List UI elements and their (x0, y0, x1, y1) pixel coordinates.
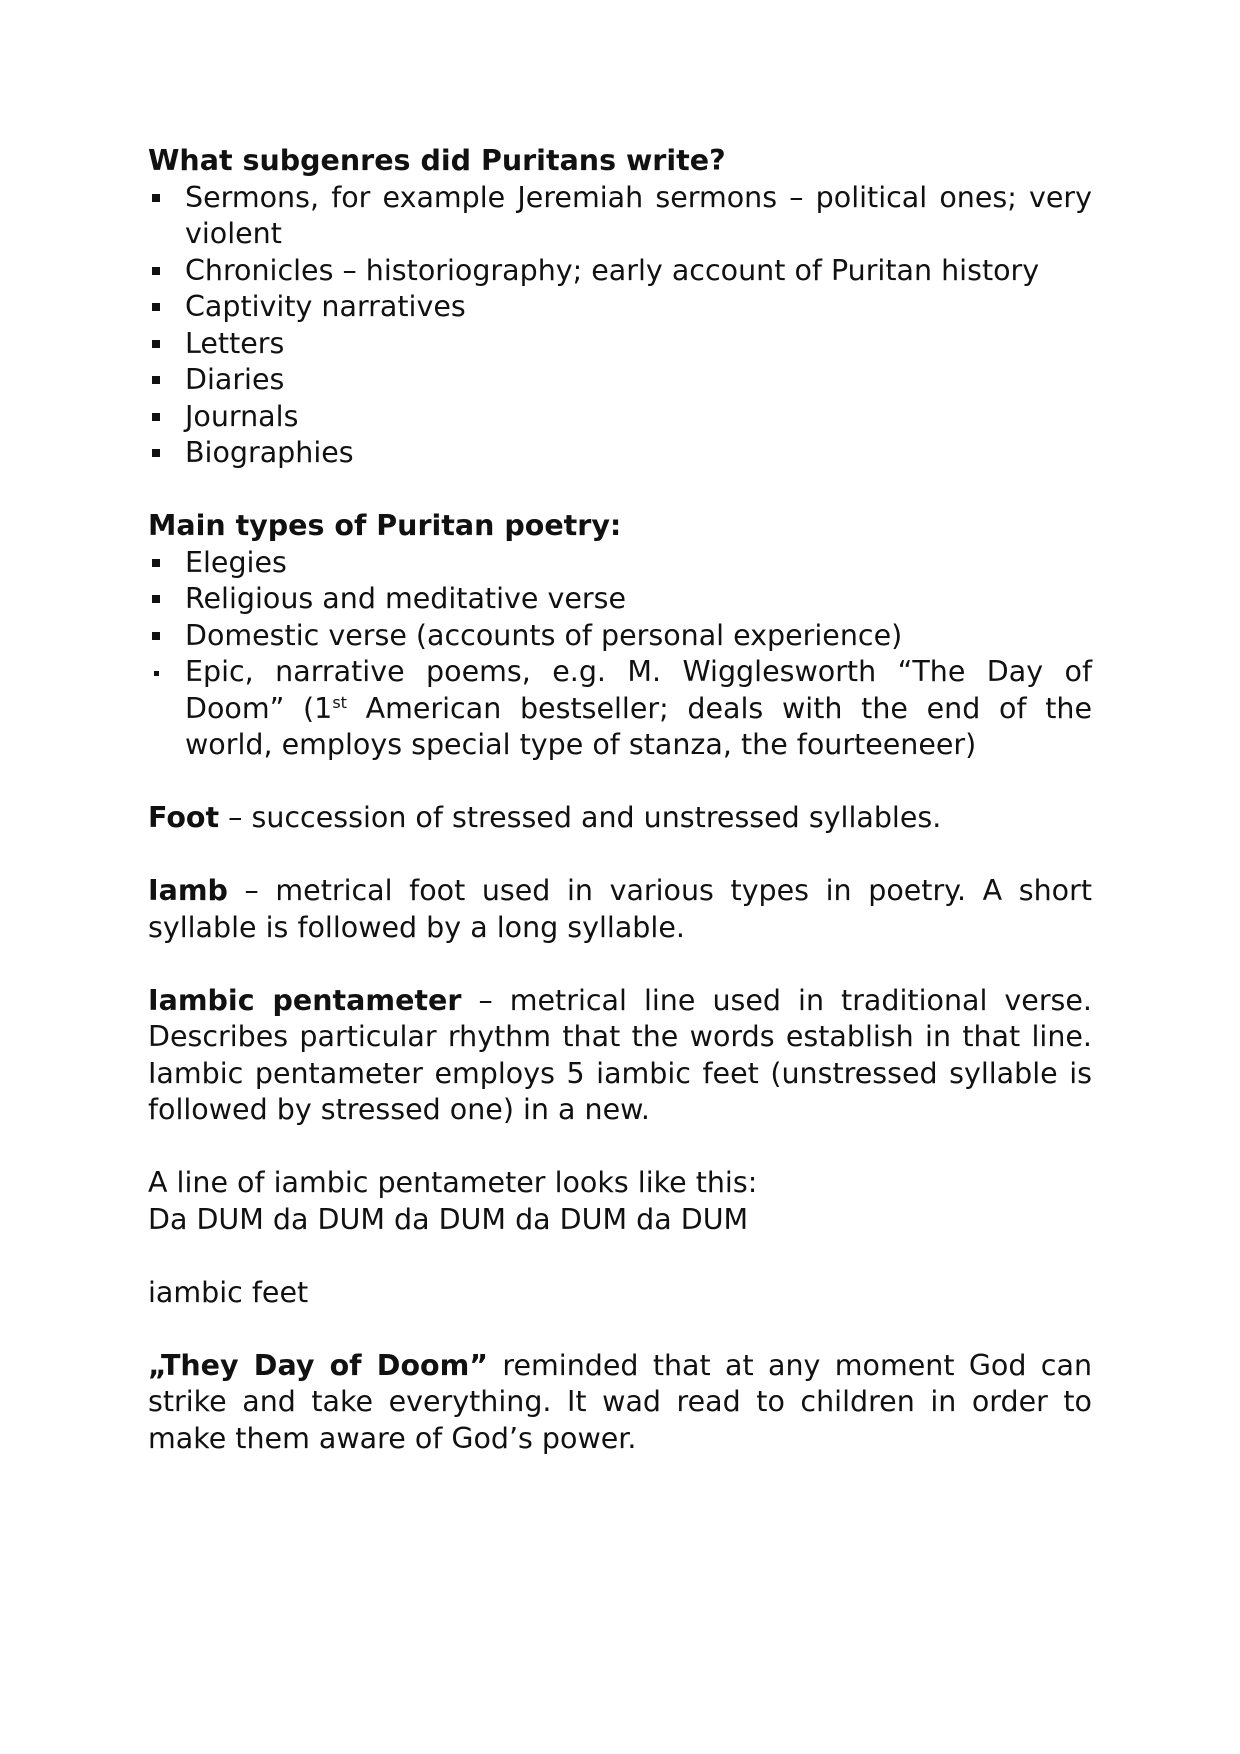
iamb-definition: Iamb – metrical foot used in various types in poetry. A short syllable is followed by a long syllable. (148, 874, 1092, 944)
subgenres-heading: What subgenres did Puritans write? (148, 144, 726, 177)
square-bullet-icon (152, 413, 160, 421)
spacer (148, 837, 1092, 874)
iamb-term: Iamb (148, 874, 228, 907)
square-bullet-icon (152, 303, 160, 311)
list-item: Religious and meditative verse (148, 581, 1092, 618)
day-of-doom-title: „They Day of Doom” (148, 1348, 489, 1382)
list-item: Chronicles – historiography; early account of Puritan history (148, 253, 1092, 290)
square-bullet-icon (152, 376, 160, 384)
square-bullet-icon (152, 340, 160, 348)
iambic-pentameter-term: Iambic pentameter (148, 983, 462, 1017)
spacer (148, 1238, 1092, 1275)
list-item: Biographies (148, 435, 1092, 472)
list-item: Letters (148, 326, 1092, 363)
list-item: Elegies (148, 545, 1092, 582)
spacer (148, 472, 1092, 509)
spacer (148, 946, 1092, 983)
spacer (148, 1311, 1092, 1348)
list-item: Sermons, for example Jeremiah sermons – political ones; very violent (148, 180, 1092, 253)
square-bullet-icon (152, 449, 160, 457)
poetry-list (148, 545, 1092, 764)
square-bullet-icon (152, 632, 160, 640)
subgenres-list (148, 180, 1092, 472)
spacer (148, 764, 1092, 801)
list-item-epic: Epic, narrative poems, e.g. M. Wigglesworth “The Day of Doom” (1st American bestseller; deals with the end of the world, employs special type of stanza, the fourteeneer) (148, 654, 1092, 764)
foot-term: Foot (148, 801, 220, 834)
example-intro: A line of iambic pentameter looks like this: (148, 1166, 758, 1199)
square-bullet-icon (154, 671, 159, 676)
iambic-pentameter-definition: Iambic pentameter – metrical line used in traditional verse. Describes particular rhythm that the words establish in that line. Iambic pentameter employs 5 iambic feet (unstressed syllable is followed by stressed one) in a new. (148, 983, 1092, 1126)
list-item: Diaries (148, 362, 1092, 399)
example-line: Da DUM da DUM da DUM da DUM da DUM (148, 1202, 749, 1236)
iambic-feet-label: iambic feet (148, 1275, 309, 1309)
square-bullet-icon (152, 595, 160, 603)
list-item: Journals (148, 399, 1092, 436)
document-page (148, 143, 1092, 1457)
day-of-doom-paragraph: „They Day of Doom” reminded that at any moment God can strike and take everything. It wad read to children in order to make them aware of God’s power. (148, 1348, 1093, 1455)
square-bullet-icon (152, 194, 160, 202)
list-item: Domestic verse (accounts of personal experience) (148, 618, 1092, 655)
list-item: Captivity narratives (148, 289, 1092, 326)
poetry-heading: Main types of Puritan poetry: (148, 509, 622, 542)
foot-definition: Foot – succession of stressed and unstressed syllables. (148, 801, 942, 834)
square-bullet-icon (152, 559, 160, 567)
spacer (148, 1129, 1092, 1166)
square-bullet-icon (152, 267, 160, 275)
